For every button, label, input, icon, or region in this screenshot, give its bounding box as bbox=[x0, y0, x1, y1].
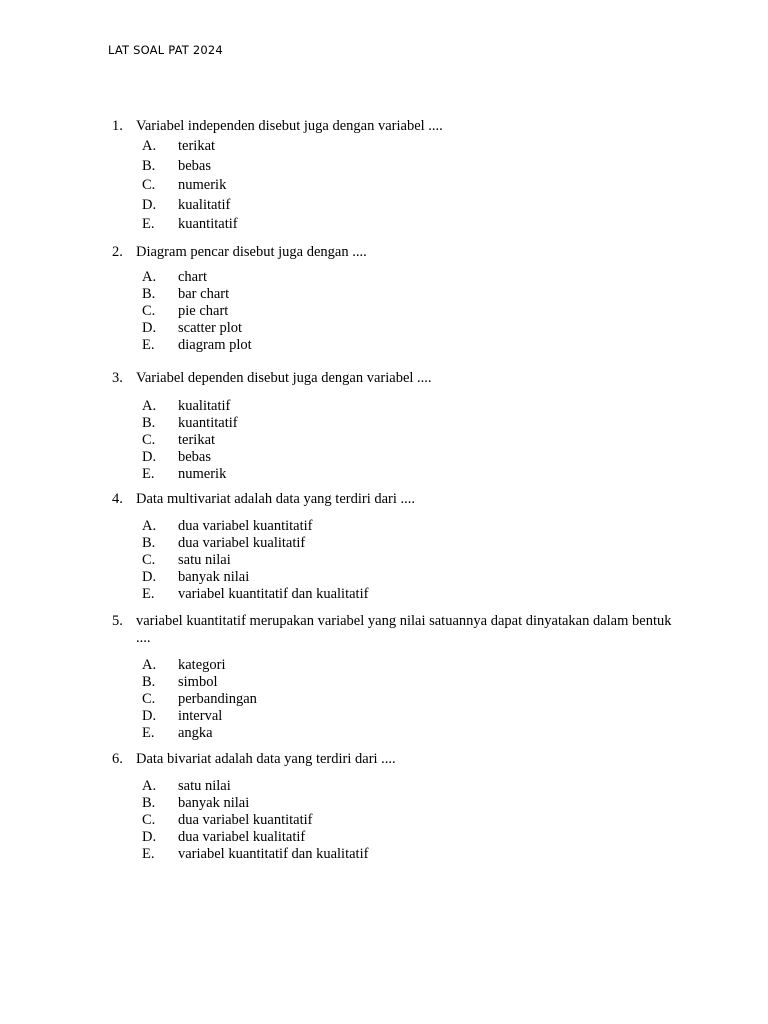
option-text: dua variabel kualitatif bbox=[178, 535, 306, 551]
option-letter: A. bbox=[142, 657, 157, 673]
option-letter: D. bbox=[142, 829, 157, 845]
option-item bbox=[142, 466, 238, 483]
option-item bbox=[142, 398, 238, 415]
option-text: perbandingan bbox=[178, 691, 257, 707]
question-item bbox=[112, 118, 672, 232]
option-letter: B. bbox=[142, 535, 156, 551]
option-item bbox=[142, 177, 238, 197]
option-letter: E. bbox=[142, 216, 155, 232]
option-letter: E. bbox=[142, 586, 155, 602]
option-text: simbol bbox=[178, 674, 218, 690]
option-text: pie chart bbox=[178, 303, 229, 319]
option-item bbox=[142, 432, 238, 449]
question-number: 4. bbox=[112, 491, 123, 507]
option-text: bar chart bbox=[178, 286, 230, 302]
question-heading bbox=[112, 491, 672, 508]
question-number: 3. bbox=[112, 370, 123, 386]
option-text: chart bbox=[178, 269, 207, 285]
option-text: kuantitatif bbox=[178, 415, 238, 431]
option-text: variabel kuantitatif dan kualitatif bbox=[178, 586, 369, 602]
option-text: kategori bbox=[178, 657, 226, 673]
option-list bbox=[142, 778, 368, 863]
option-letter: B. bbox=[142, 286, 156, 302]
question-text: Data bivariat adalah data yang terdiri dari .... bbox=[136, 751, 396, 767]
question-item bbox=[112, 491, 672, 602]
option-text: variabel kuantitatif dan kualitatif bbox=[178, 846, 369, 862]
question-item bbox=[112, 751, 672, 862]
option-letter: A. bbox=[142, 518, 157, 534]
option-text: banyak nilai bbox=[178, 569, 250, 585]
option-item bbox=[142, 197, 238, 217]
question-item bbox=[112, 370, 672, 482]
option-item bbox=[142, 795, 368, 812]
option-item bbox=[142, 569, 368, 586]
option-list bbox=[142, 657, 257, 742]
option-letter: B. bbox=[142, 157, 156, 174]
question-item bbox=[112, 613, 672, 741]
option-letter: D. bbox=[142, 569, 157, 585]
option-item bbox=[142, 518, 368, 535]
option-item bbox=[142, 337, 252, 354]
option-text: dua variabel kuantitatif bbox=[178, 518, 313, 534]
option-text: terikat bbox=[178, 432, 216, 448]
question-number: 5. bbox=[112, 613, 123, 629]
option-item bbox=[142, 846, 368, 863]
option-item bbox=[142, 778, 368, 795]
option-letter: A. bbox=[142, 269, 157, 285]
question-text: variabel kuantitatif merupakan variabel yang nilai satuannya dapat dinyatakan dalam bentuk .... bbox=[136, 613, 672, 646]
option-text: scatter plot bbox=[178, 320, 243, 336]
option-letter: C. bbox=[142, 432, 156, 448]
question-heading bbox=[112, 118, 672, 135]
question-heading bbox=[112, 751, 672, 768]
option-text: dua variabel kualitatif bbox=[178, 829, 306, 845]
option-item bbox=[142, 657, 257, 674]
option-item bbox=[142, 725, 257, 742]
option-letter: B. bbox=[142, 795, 156, 811]
option-letter: E. bbox=[142, 846, 155, 862]
option-item bbox=[142, 812, 368, 829]
option-item bbox=[142, 269, 252, 286]
option-text: banyak nilai bbox=[178, 795, 250, 811]
option-text: terikat bbox=[178, 138, 216, 154]
option-text: satu nilai bbox=[178, 778, 231, 794]
option-text: kualitatif bbox=[178, 398, 231, 414]
option-item bbox=[142, 586, 368, 603]
option-text: kuantitatif bbox=[178, 216, 238, 232]
document-header: LAT SOAL PAT 2024 bbox=[108, 43, 223, 57]
option-text: bebas bbox=[178, 449, 212, 465]
option-text: angka bbox=[178, 725, 213, 741]
option-item bbox=[142, 535, 368, 552]
option-list bbox=[142, 398, 238, 483]
option-letter: C. bbox=[142, 812, 156, 828]
option-letter: B. bbox=[142, 415, 156, 431]
option-letter: C. bbox=[142, 177, 156, 193]
question-heading bbox=[112, 370, 672, 387]
question-number: 6. bbox=[112, 751, 123, 767]
option-text: bebas bbox=[178, 157, 212, 174]
question-heading bbox=[112, 244, 672, 261]
option-item bbox=[142, 216, 238, 236]
option-letter: A. bbox=[142, 398, 157, 414]
option-letter: C. bbox=[142, 552, 156, 568]
option-text: satu nilai bbox=[178, 552, 231, 568]
option-text: interval bbox=[178, 708, 223, 724]
option-item bbox=[142, 674, 257, 691]
option-letter: C. bbox=[142, 691, 156, 707]
option-item bbox=[142, 708, 257, 725]
option-item bbox=[142, 138, 238, 158]
option-item bbox=[142, 829, 368, 846]
option-text: diagram plot bbox=[178, 337, 252, 353]
option-item bbox=[142, 158, 238, 178]
question-text: Variabel dependen disebut juga dengan variabel .... bbox=[136, 370, 432, 386]
option-letter: E. bbox=[142, 466, 155, 482]
option-list bbox=[142, 518, 368, 603]
option-text: numerik bbox=[178, 466, 227, 482]
option-letter: A. bbox=[142, 778, 157, 794]
option-letter: B. bbox=[142, 674, 156, 690]
option-letter: D. bbox=[142, 708, 157, 724]
option-letter: D. bbox=[142, 449, 157, 465]
option-item bbox=[142, 552, 368, 569]
option-item bbox=[142, 286, 252, 303]
question-number: 2. bbox=[112, 244, 123, 260]
question-item bbox=[112, 244, 672, 353]
option-item bbox=[142, 449, 238, 466]
option-list bbox=[142, 269, 252, 354]
question-heading bbox=[112, 613, 672, 647]
question-text: Diagram pencar disebut juga dengan .... bbox=[136, 244, 367, 260]
option-letter: A. bbox=[142, 138, 157, 154]
option-letter: E. bbox=[142, 337, 155, 353]
option-item bbox=[142, 320, 252, 337]
option-letter: D. bbox=[142, 196, 157, 213]
question-text: Data multivariat adalah data yang terdiri dari .... bbox=[136, 491, 416, 507]
option-letter: D. bbox=[142, 320, 157, 336]
option-list bbox=[142, 138, 238, 236]
option-text: numerik bbox=[178, 177, 227, 193]
option-letter: E. bbox=[142, 725, 155, 741]
option-item bbox=[142, 415, 238, 432]
option-text: dua variabel kuantitatif bbox=[178, 812, 313, 828]
option-item bbox=[142, 691, 257, 708]
question-number: 1. bbox=[112, 118, 123, 134]
option-letter: C. bbox=[142, 303, 156, 319]
option-item bbox=[142, 303, 252, 320]
option-text: kualitatif bbox=[178, 196, 231, 213]
question-text: Variabel independen disebut juga dengan variabel .... bbox=[136, 118, 443, 134]
